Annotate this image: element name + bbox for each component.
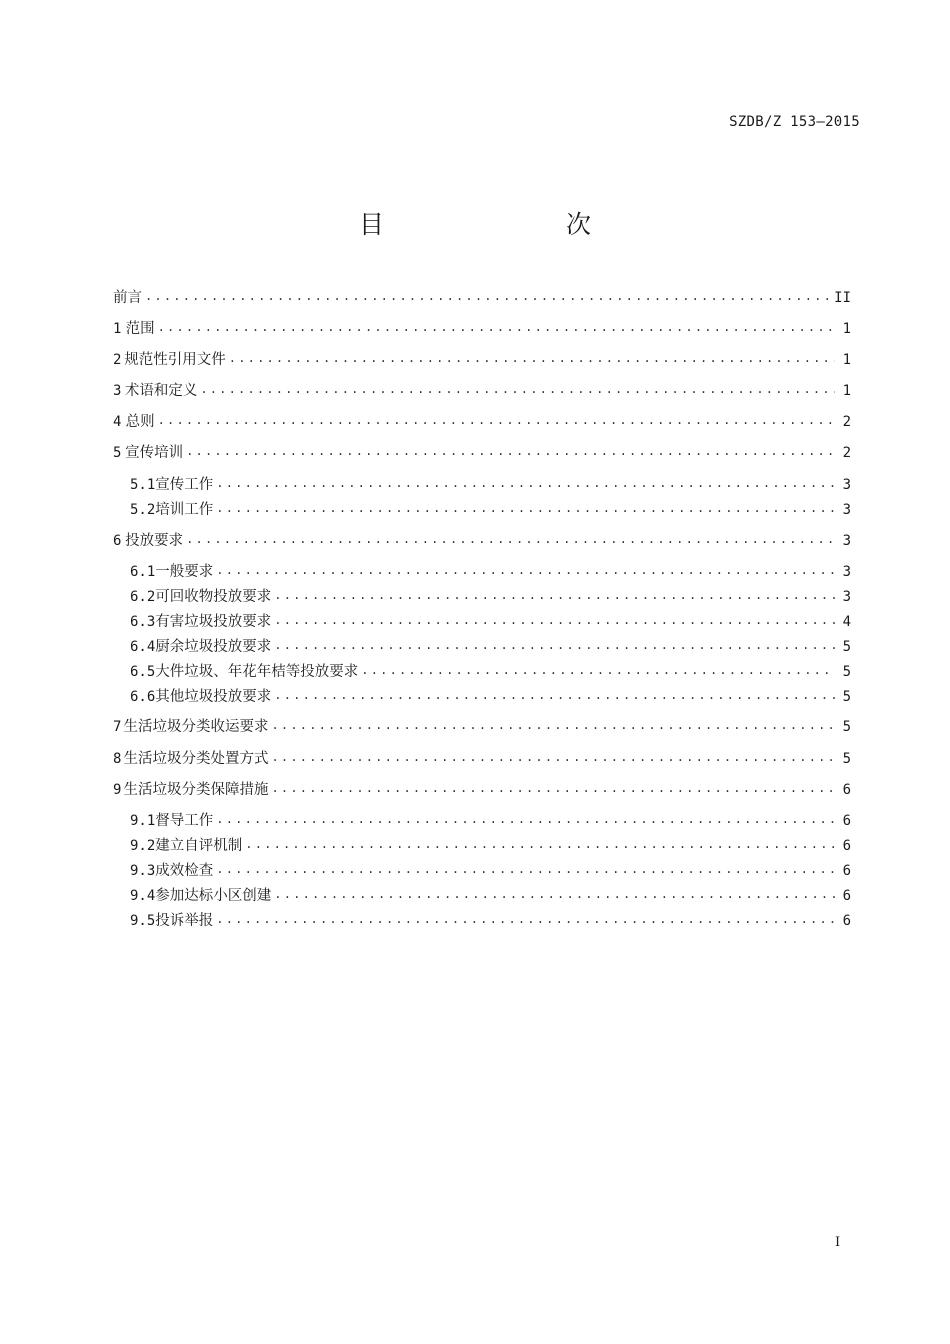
- dot-leader: [274, 610, 835, 630]
- toc-page: 5: [842, 719, 851, 735]
- dot-leader: [216, 560, 835, 580]
- toc-entry[interactable]: [113, 381, 851, 401]
- toc-page: 3: [842, 477, 851, 493]
- toc-page: 3: [842, 564, 851, 580]
- toc-entry[interactable]: [130, 562, 851, 582]
- toc-label: 培训工作: [155, 502, 214, 518]
- toc-entry[interactable]: [130, 886, 851, 906]
- dot-leader: [216, 809, 835, 829]
- toc-page: 6: [842, 782, 851, 798]
- dot-leader: [158, 317, 835, 337]
- toc-label: 一般要求: [155, 564, 214, 580]
- toc-entry[interactable]: [113, 531, 851, 551]
- dot-leader: [274, 884, 835, 904]
- toc-page: 1: [842, 352, 851, 368]
- dot-leader: [200, 379, 835, 399]
- toc-page: 1: [842, 383, 851, 399]
- toc-number: 9.5: [130, 913, 156, 929]
- toc-label: 生活垃圾分类保障措施: [123, 782, 269, 798]
- toc-label: 范围: [125, 321, 155, 337]
- toc-entry[interactable]: [130, 475, 851, 495]
- toc-page: 6: [842, 838, 851, 854]
- toc-number: 9.1: [130, 813, 156, 829]
- toc-number: 6.5: [130, 664, 156, 680]
- toc-label: 可回收物投放要求: [155, 589, 272, 605]
- toc-page: 3: [842, 533, 851, 549]
- toc-number: 7: [113, 719, 122, 735]
- toc-entry[interactable]: [130, 861, 851, 881]
- toc-page: 6: [842, 913, 851, 929]
- toc-page: 5: [842, 751, 851, 767]
- toc-label: 总则: [125, 414, 155, 430]
- toc-page: 2: [842, 445, 851, 461]
- toc-label: 投放要求: [125, 533, 184, 549]
- document-code: SZDB/Z 153—2015: [729, 114, 860, 130]
- dot-leader: [361, 660, 835, 680]
- toc-label: 有害垃圾投放要求: [155, 614, 272, 630]
- toc-page: 3: [842, 502, 851, 518]
- toc-label: 生活垃圾分类收运要求: [123, 719, 269, 735]
- dot-leader: [216, 498, 835, 518]
- toc-entry[interactable]: [113, 780, 851, 800]
- toc-label: 建立自评机制: [155, 838, 243, 854]
- toc-number: 6: [113, 533, 122, 549]
- toc-label: 大件垃圾、年花年桔等投放要求: [155, 664, 359, 680]
- dot-leader: [272, 747, 836, 767]
- toc-entry[interactable]: [130, 836, 851, 856]
- dot-leader: [216, 909, 835, 929]
- dot-leader: [272, 778, 836, 798]
- toc-entry[interactable]: [113, 443, 851, 463]
- toc-label: 其他垃圾投放要求: [155, 689, 272, 705]
- toc-page: 6: [842, 813, 851, 829]
- dot-leader: [274, 685, 835, 705]
- toc-number: 6.2: [130, 589, 156, 605]
- toc-entry[interactable]: [130, 911, 851, 931]
- toc-label: 生活垃圾分类处置方式: [123, 751, 269, 767]
- toc-entry[interactable]: [113, 350, 851, 370]
- toc-entry[interactable]: [130, 500, 851, 520]
- toc-label: 前言: [113, 290, 142, 306]
- dot-leader: [186, 441, 835, 461]
- toc-label: 投诉举报: [155, 913, 214, 929]
- toc-entry[interactable]: [113, 288, 851, 308]
- toc-page: 3: [842, 589, 851, 605]
- toc-label: 督导工作: [155, 813, 214, 829]
- toc-number: 9: [113, 782, 122, 798]
- toc-label: 宣传培训: [125, 445, 184, 461]
- dot-leader: [274, 635, 835, 655]
- toc-page: 5: [842, 689, 851, 705]
- toc-number: 2: [113, 352, 122, 368]
- toc-page: 5: [842, 639, 851, 655]
- toc-entry[interactable]: [113, 717, 851, 737]
- toc-entry[interactable]: [130, 612, 851, 632]
- toc-number: 6.1: [130, 564, 156, 580]
- toc-page: 1: [842, 321, 851, 337]
- dot-leader: [216, 859, 835, 879]
- toc-number: 3: [113, 383, 122, 399]
- toc-entry[interactable]: [130, 811, 851, 831]
- toc-entry[interactable]: [113, 319, 851, 339]
- toc-label: 厨余垃圾投放要求: [155, 639, 272, 655]
- toc-label: 参加达标小区创建: [155, 888, 272, 904]
- dot-leader: [229, 348, 835, 368]
- toc-page: 6: [842, 888, 851, 904]
- toc-number: 6.3: [130, 614, 156, 630]
- toc-number: 5.2: [130, 502, 156, 518]
- toc-label: 术语和定义: [124, 383, 198, 399]
- toc-number: 5: [113, 445, 122, 461]
- toc-label: 成效检查: [155, 863, 214, 879]
- toc-page: 5: [842, 664, 851, 680]
- dot-leader: [186, 529, 835, 549]
- page-number: I: [835, 1235, 841, 1250]
- toc-number: 9.4: [130, 888, 156, 904]
- dot-leader: [274, 585, 835, 605]
- table-of-contents: [113, 0, 851, 1344]
- toc-entry[interactable]: [130, 637, 851, 657]
- toc-entry[interactable]: [130, 587, 851, 607]
- toc-number: 8: [113, 751, 122, 767]
- dot-leader: [245, 834, 835, 854]
- dot-leader: [216, 473, 835, 493]
- toc-number: 9.3: [130, 863, 156, 879]
- toc-number: 5.1: [130, 477, 156, 493]
- dot-leader: [145, 286, 830, 306]
- toc-label: 宣传工作: [155, 477, 214, 493]
- toc-entry[interactable]: [113, 749, 851, 769]
- toc-number: 9.2: [130, 838, 156, 854]
- toc-page: II: [834, 290, 851, 306]
- toc-page: 4: [842, 614, 851, 630]
- toc-number: 6.6: [130, 689, 156, 705]
- toc-entry[interactable]: [130, 662, 851, 682]
- toc-page: 6: [842, 863, 851, 879]
- toc-number: 1: [113, 321, 122, 337]
- toc-label: 规范性引用文件: [124, 352, 226, 368]
- dot-leader: [158, 410, 835, 430]
- dot-leader: [272, 715, 836, 735]
- toc-page: 2: [842, 414, 851, 430]
- toc-entry[interactable]: [130, 687, 851, 707]
- toc-entry[interactable]: [113, 412, 851, 432]
- toc-number: 4: [113, 414, 122, 430]
- toc-number: 6.4: [130, 639, 156, 655]
- page-title: 目 次: [358, 210, 635, 239]
